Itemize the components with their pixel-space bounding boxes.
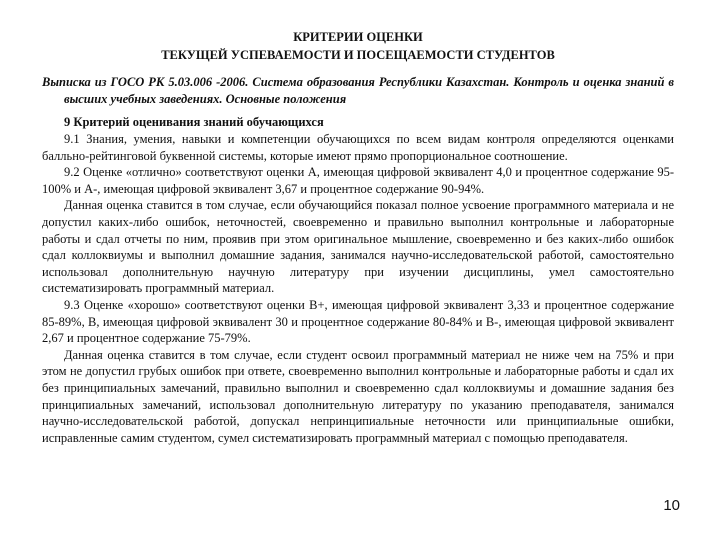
page-title-line-2: ТЕКУЩЕЙ УСПЕВАЕМОСТИ И ПОСЕЩАЕМОСТИ СТУДЕНТОВ (161, 48, 555, 62)
page-number: 10 (663, 497, 680, 514)
paragraph: 9.1 Знания, умения, навыки и компетенции обучающихся по всем видам контроля определяются оценками балльно-рейтинговой буквенной системы, которые имеют прямо пропорциональное соотношение. (42, 132, 674, 163)
paragraph: Данная оценка ставится в том случае, если обучающийся показал полное усвоение программного материала и не допустил каких-либо ошибок, неточностей, своевременно и правильно выполнил контрольные и лабораторные работы и сдал отчеты по ним, проявив при этом оригинальное мышление, своевременно и без каких-либо ошибок сдал коллоквиумы и выполнил домашние задания, занимался научно-исследовательской работой, самостоятельно использовал дополнительную научную литературу при изучении дисциплины, умел самостоятельно систематизировать программный материал. (42, 198, 674, 296)
section-heading: 9 Критерий оценивания знаний обучающихся (64, 115, 324, 129)
paragraph: 9.2 Оценке «отлично» соответствуют оценки А, имеющая цифровой эквивалент 4,0 и процентное содержание 95-100% и А-, имеющая цифровой эквивалент 3,67 и процентное содержание 90-94%. (42, 165, 674, 196)
source-excerpt: Выписка из ГОСО РК 5.03.006 -2006. Система образования Республики Казахстан. Контроль и оценка знаний в высших учебных заведениях. Основные положения (42, 75, 674, 106)
paragraph: Данная оценка ставится в том случае, если студент освоил программный материал не ниже чем на 75% и при этом не допустил грубых ошибок при ответе, своевременно выполнил контрольные и лабораторные работы и сдал их без принципиальных замечаний, правильно выполнил и своевременно сдал коллоквиумы и домашние задания без принципиальных замечаний, использовал дополнительную литературу по указанию преподавателя, занимался научно-исследовательской работой, допускал непринципиальные неточности или принципиальные ошибки, исправленные самим студентом, сумел систематизировать программный материал с помощью преподавателя. (42, 347, 674, 445)
paragraph: 9.3 Оценке «хорошо» соответствуют оценки В+, имеющая цифровой эквивалент 3,33 и процентное содержание 85-89%, В, имеющая цифровой эквивалент 30 и процентное содержание 80-84% и В-, имеющая цифровой эквивалент 2,67 и процентное содержание 75-79%. (42, 297, 674, 346)
page-title-line-1: КРИТЕРИИ ОЦЕНКИ (293, 30, 423, 44)
